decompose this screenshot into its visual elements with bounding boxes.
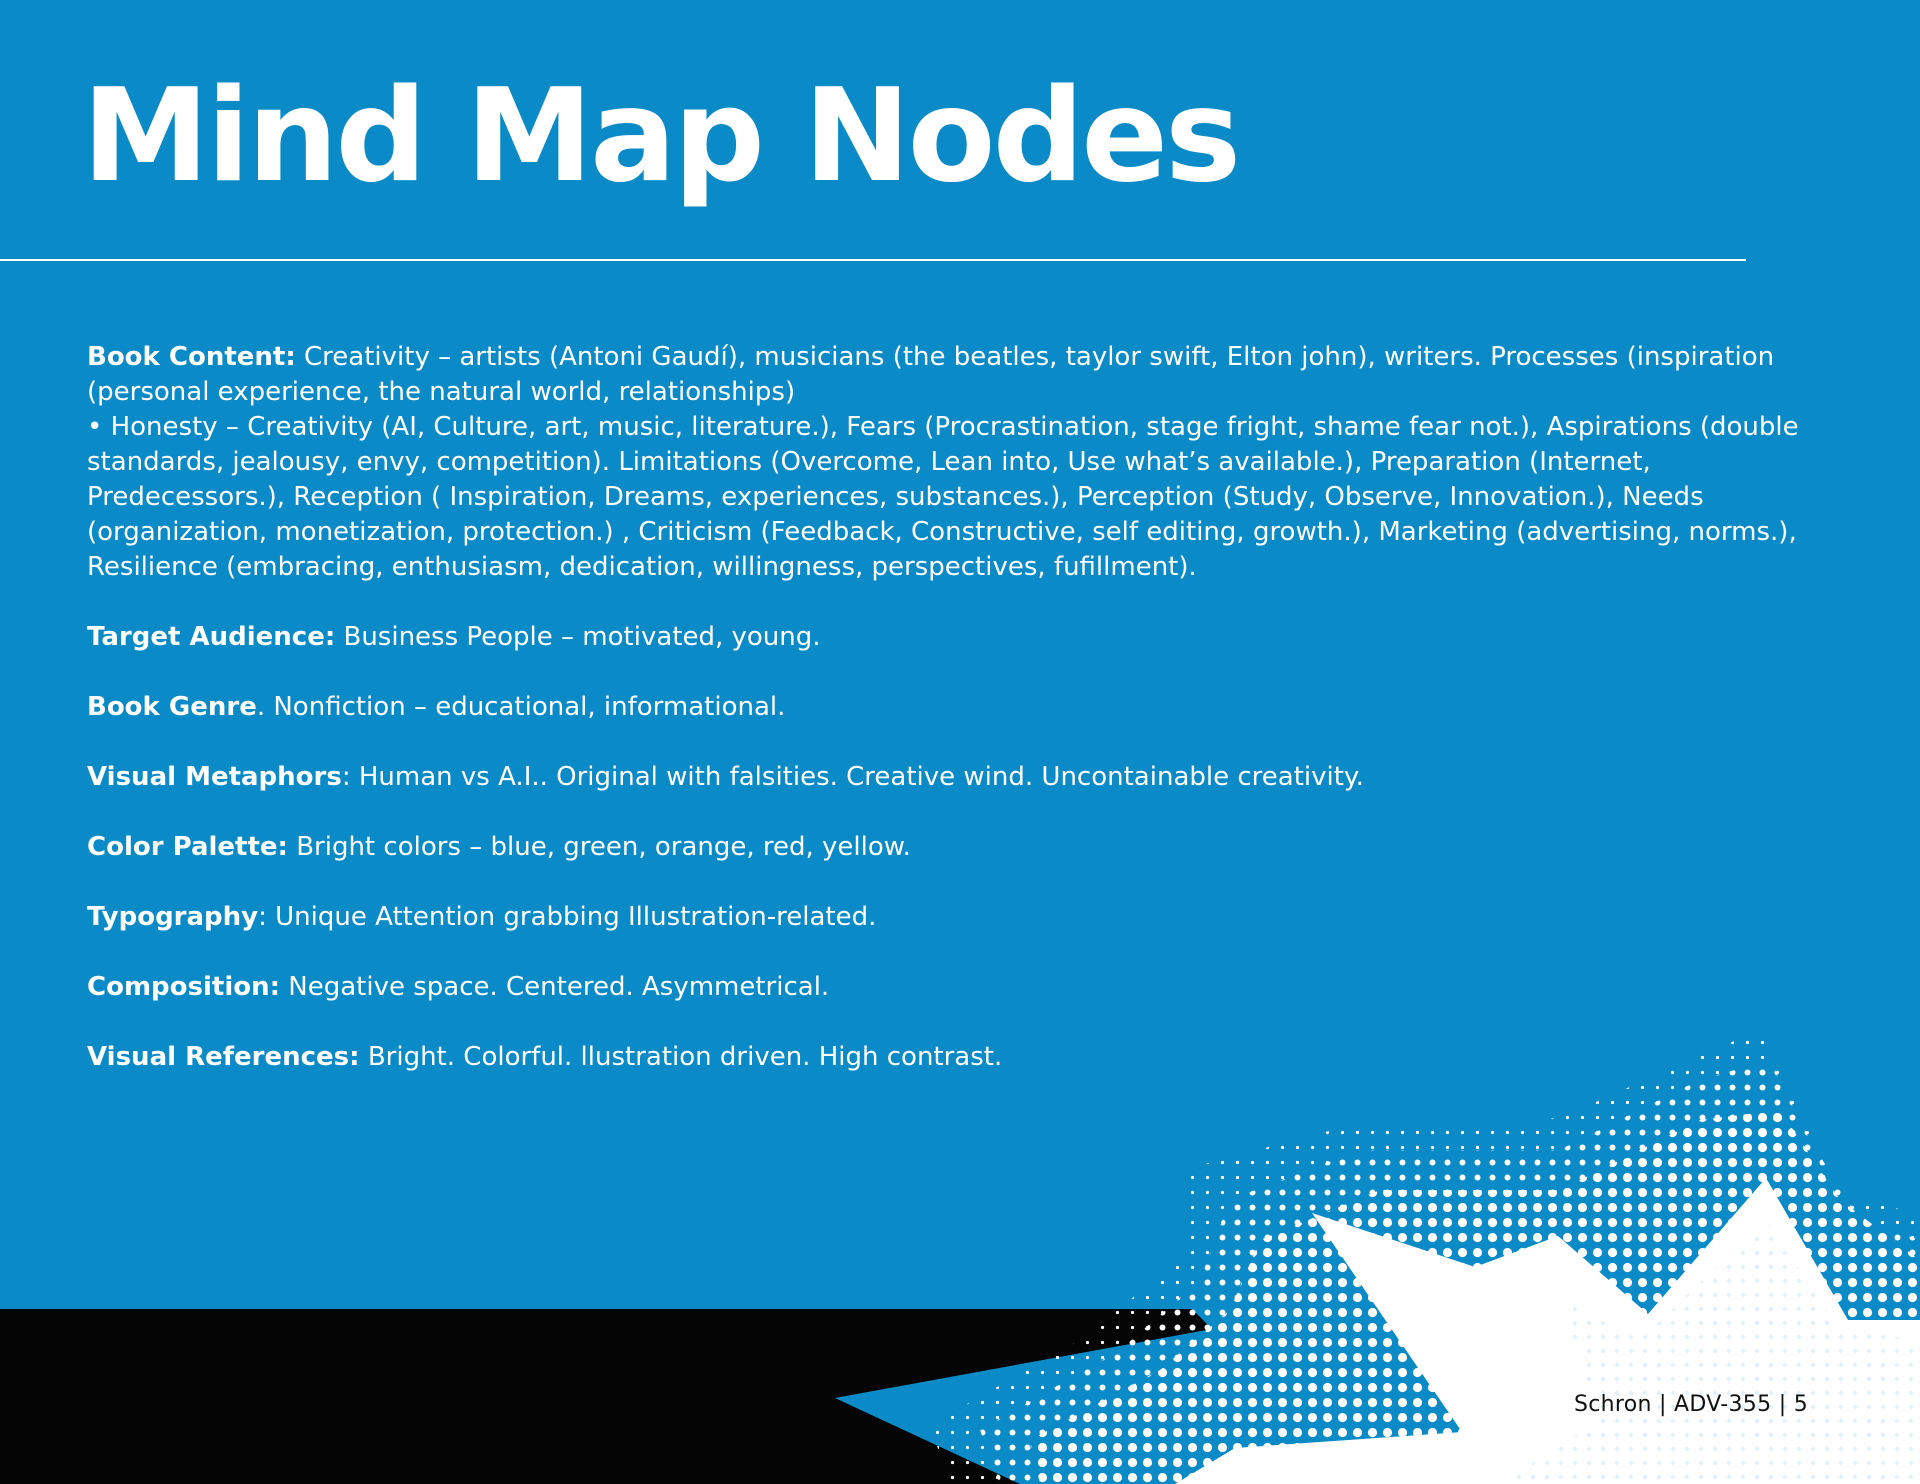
section-text: Bright. Colorful. llustration driven. High contrast.	[359, 1042, 1003, 1072]
section-label: Book Genre	[87, 692, 257, 722]
section-color-palette	[87, 830, 1847, 865]
section-text: Negative space. Centered. Asymmetrical.	[280, 972, 830, 1002]
section-label: Composition:	[87, 972, 281, 1002]
section-text: Business People – motivated, young.	[335, 622, 821, 652]
section-visual-metaphors	[87, 760, 1847, 795]
section-book-genre	[87, 690, 1847, 725]
section-visual-references	[87, 1040, 1847, 1075]
section-composition	[87, 970, 1847, 1005]
page-footer: Schron | ADV-355 | 5	[1573, 1392, 1808, 1417]
section-text: Bright colors – blue, green, orange, red, yellow.	[287, 832, 911, 862]
section-label: Color Palette:	[87, 832, 288, 862]
section-label: Book Content:	[87, 342, 296, 372]
section-label: Visual Metaphors	[87, 762, 342, 792]
title-divider	[0, 259, 1746, 261]
section-label: Visual References:	[87, 1042, 360, 1072]
section-text: . Nonfiction – educational, informational.	[256, 692, 786, 722]
section-book-content	[87, 340, 1847, 585]
section-label: Target Audience:	[87, 622, 336, 652]
section-target-audience	[87, 620, 1847, 655]
content-body	[87, 340, 1847, 1110]
section-text: : Human vs A.I.. Original with falsities. Creative wind. Uncontainable creativity.	[341, 762, 1364, 792]
section-label: Typography	[87, 902, 259, 932]
page-title: Mind Map Nodes	[82, 62, 1239, 211]
section-text: : Unique Attention grabbing Illustration-related.	[258, 902, 877, 932]
section-bullet-text: • Honesty – Creativity (AI, Culture, art, music, literature.), Fears (Procrastination, stage fright, shame fear not.), Aspirations (double standards, jealousy, envy, competition). Limitations (Overcome, Lean into, Use what’s available.), Preparation (Internet, Predecessors.), Reception ( Inspiration, Dreams, experiences, substances.), Perception (Study, Observe, Innovation.), Needs (organization, monetization, protection.) , Criticism (Feedback, Constructive, self editing, growth.), Marketing (advertising, norms.), Resilience (embracing, enthusiasm, dedication, willingness, perspectives, fufillment).	[87, 412, 1799, 582]
section-text: Creativity – artists (Antoni Gaudí), musicians (the beatles, taylor swift, Elton john), writers. Processes (inspiration (personal experience, the natural world, relationships)	[87, 342, 1775, 407]
section-typography	[87, 900, 1847, 935]
